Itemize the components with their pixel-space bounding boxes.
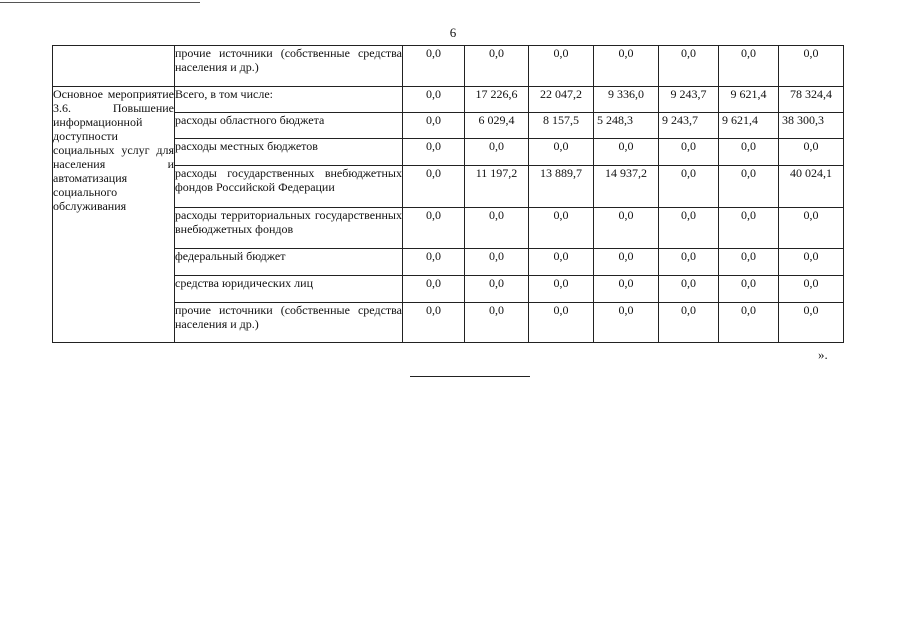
- measure-cell-empty: [53, 46, 175, 87]
- value-cell: 0,0: [403, 46, 465, 87]
- value-cell: 0,0: [529, 139, 594, 166]
- value-cell: 8 157,5: [529, 113, 594, 139]
- value-cell: 0,0: [779, 249, 844, 276]
- source-cell: расходы территориальных государственных внебюджетных фондов: [175, 208, 403, 249]
- value-cell: 0,0: [403, 166, 465, 208]
- value-cell: 0,0: [529, 208, 594, 249]
- value-cell: 0,0: [719, 139, 779, 166]
- value-cell: 0,0: [594, 46, 659, 87]
- value-cell: 0,0: [719, 276, 779, 303]
- value-cell: 0,0: [594, 303, 659, 343]
- value-cell: 0,0: [403, 87, 465, 113]
- value-cell: 9 336,0: [594, 87, 659, 113]
- value-cell: 0,0: [403, 249, 465, 276]
- value-cell: 0,0: [529, 46, 594, 87]
- value-cell: 0,0: [779, 139, 844, 166]
- value-cell: 0,0: [779, 276, 844, 303]
- value-cell: 0,0: [719, 208, 779, 249]
- value-cell: 0,0: [719, 249, 779, 276]
- source-cell: прочие источники (собственные средства населения и др.): [175, 46, 403, 87]
- value-cell: 0,0: [659, 303, 719, 343]
- source-cell: расходы областного бюджета: [175, 113, 403, 139]
- value-cell: 0,0: [465, 249, 529, 276]
- value-cell: 0,0: [529, 276, 594, 303]
- value-cell: 9 243,7: [659, 113, 719, 139]
- value-cell: 0,0: [659, 208, 719, 249]
- value-cell: 0,0: [594, 249, 659, 276]
- table-row: [53, 46, 844, 87]
- value-cell: 0,0: [465, 276, 529, 303]
- value-cell: 0,0: [465, 46, 529, 87]
- measure-title: Основное мероприятие 3.6. Повышение информационной доступности социальных услуг для населения и автоматизация социального обслуживания: [53, 87, 175, 343]
- table-row: [53, 87, 844, 113]
- value-cell: 0,0: [779, 208, 844, 249]
- value-cell: 40 024,1: [779, 166, 844, 208]
- page-number: 6: [449, 25, 457, 40]
- value-cell: 0,0: [659, 166, 719, 208]
- source-cell: средства юридических лиц: [175, 276, 403, 303]
- value-cell: 0,0: [594, 276, 659, 303]
- source-cell: прочие источники (собственные средства населения и др.): [175, 303, 403, 343]
- value-cell: 0,0: [659, 249, 719, 276]
- value-cell: 0,0: [779, 46, 844, 87]
- budget-table: [52, 45, 844, 343]
- value-cell: 0,0: [719, 46, 779, 87]
- value-cell: 0,0: [465, 208, 529, 249]
- value-cell: 17 226,6: [465, 87, 529, 113]
- value-cell: 0,0: [594, 208, 659, 249]
- value-cell: 0,0: [465, 139, 529, 166]
- separator-line: [410, 376, 530, 377]
- value-cell: 0,0: [659, 46, 719, 87]
- value-cell: 9 243,7: [659, 87, 719, 113]
- value-cell: 38 300,3: [779, 113, 844, 139]
- source-cell: федеральный бюджет: [175, 249, 403, 276]
- scan-artifact-line: [0, 2, 200, 3]
- value-cell: 0,0: [465, 303, 529, 343]
- closing-quote: ».: [818, 347, 828, 362]
- value-cell: 0,0: [719, 166, 779, 208]
- source-cell: расходы местных бюджетов: [175, 139, 403, 166]
- value-cell: 0,0: [403, 139, 465, 166]
- value-cell: 0,0: [594, 139, 659, 166]
- value-cell: 11 197,2: [465, 166, 529, 208]
- value-cell: 0,0: [529, 249, 594, 276]
- value-cell: 9 621,4: [719, 87, 779, 113]
- value-cell: 13 889,7: [529, 166, 594, 208]
- value-cell: 0,0: [403, 276, 465, 303]
- value-cell: 0,0: [779, 303, 844, 343]
- value-cell: 78 324,4: [779, 87, 844, 113]
- value-cell: 0,0: [719, 303, 779, 343]
- value-cell: 0,0: [659, 139, 719, 166]
- value-cell: 6 029,4: [465, 113, 529, 139]
- value-cell: 0,0: [403, 303, 465, 343]
- value-cell: 0,0: [529, 303, 594, 343]
- value-cell: 14 937,2: [594, 166, 659, 208]
- value-cell: 22 047,2: [529, 87, 594, 113]
- source-cell: расходы государственных внебюджетных фондов Российской Федерации: [175, 166, 403, 208]
- value-cell: 0,0: [659, 276, 719, 303]
- value-cell: 0,0: [403, 113, 465, 139]
- value-cell: 9 621,4: [719, 113, 779, 139]
- source-cell: Всего, в том числе:: [175, 87, 403, 113]
- value-cell: 5 248,3: [594, 113, 659, 139]
- value-cell: 0,0: [403, 208, 465, 249]
